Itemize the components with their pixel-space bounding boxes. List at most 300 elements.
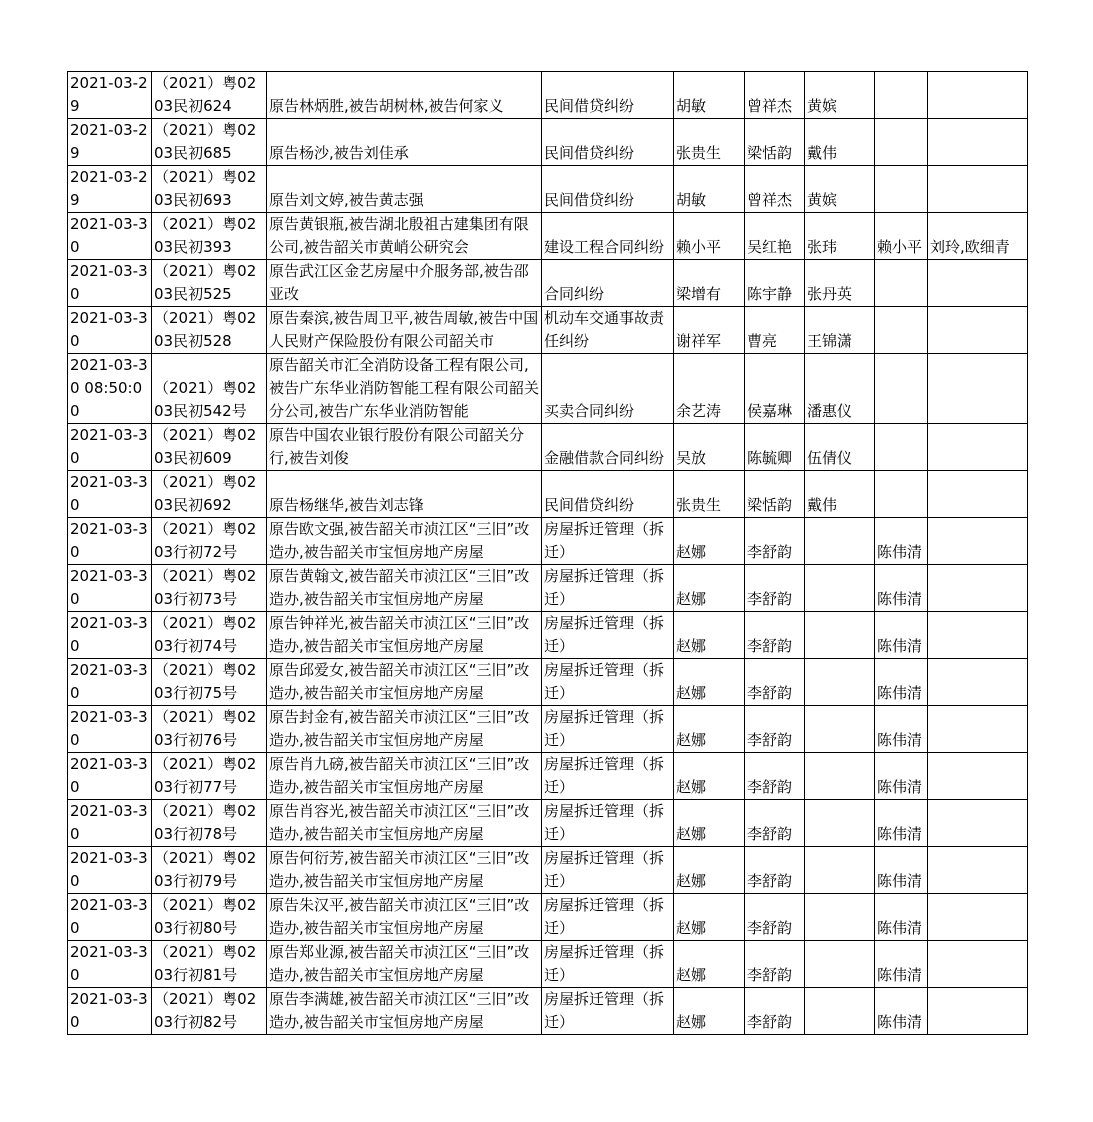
extra-juror-cell — [928, 753, 1028, 800]
judge-text: 赵娜 — [676, 637, 707, 655]
juror-text: 陈伟清 — [877, 825, 923, 843]
extra-juror-cell — [928, 988, 1028, 1035]
case-type-text: 房屋拆迁管理（拆迁） — [544, 943, 665, 984]
date-cell — [68, 72, 152, 119]
clerk-cell — [745, 565, 805, 612]
case-number-text: （2021）粤0203行初81号 — [154, 943, 257, 984]
parties-text: 原告肖容光,被告韶关市浈江区“三旧”改造办,被告韶关市宝恒房地产房屋 — [269, 802, 530, 843]
judge-text: 赵娜 — [676, 919, 707, 937]
case-number-cell — [152, 706, 267, 753]
juror-cell — [875, 612, 928, 659]
table-row — [68, 260, 1028, 307]
extra-juror-text: 刘玲,欧细青 — [930, 238, 1010, 256]
clerk-text: 李舒韵 — [747, 731, 793, 749]
parties-cell — [267, 518, 542, 565]
date-text: 2021-03-30 — [70, 802, 148, 843]
assistant-cell — [805, 659, 875, 706]
judge-text: 谢祥军 — [676, 332, 722, 350]
date-text: 2021-03-30 — [70, 943, 148, 984]
table-row — [68, 753, 1028, 800]
date-text: 2021-03-29 — [70, 74, 148, 115]
case-number-text: （2021）粤0203行初80号 — [154, 896, 257, 937]
date-cell — [68, 847, 152, 894]
extra-juror-cell — [928, 659, 1028, 706]
parties-cell — [267, 800, 542, 847]
table-row — [68, 988, 1028, 1035]
juror-cell — [875, 166, 928, 213]
juror-cell — [875, 800, 928, 847]
case-type-text: 房屋拆迁管理（拆迁） — [544, 802, 665, 843]
assistant-cell — [805, 518, 875, 565]
case-type-cell — [542, 518, 674, 565]
hearing-schedule-table — [67, 71, 1028, 1035]
judge-cell — [674, 706, 745, 753]
date-cell — [68, 941, 152, 988]
clerk-cell — [745, 941, 805, 988]
extra-juror-cell — [928, 941, 1028, 988]
date-cell — [68, 354, 152, 424]
case-type-cell — [542, 753, 674, 800]
judge-cell — [674, 659, 745, 706]
clerk-cell — [745, 166, 805, 213]
extra-juror-cell — [928, 166, 1028, 213]
case-type-cell — [542, 424, 674, 471]
case-type-cell — [542, 72, 674, 119]
judge-text: 赵娜 — [676, 966, 707, 984]
parties-text: 原告封金有,被告韶关市浈江区“三旧”改造办,被告韶关市宝恒房地产房屋 — [269, 708, 530, 749]
assistant-cell — [805, 424, 875, 471]
judge-cell — [674, 800, 745, 847]
clerk-text: 李舒韵 — [747, 919, 793, 937]
parties-cell — [267, 72, 542, 119]
assistant-cell — [805, 213, 875, 260]
extra-juror-cell — [928, 800, 1028, 847]
parties-text: 原告秦滨,被告周卫平,被告周敏,被告中国人民财产保险股份有限公司韶关市 — [269, 309, 539, 350]
parties-text: 原告李满雄,被告韶关市浈江区“三旧”改造办,被告韶关市宝恒房地产房屋 — [269, 990, 530, 1031]
extra-juror-cell — [928, 471, 1028, 518]
date-cell — [68, 988, 152, 1035]
date-text: 2021-03-30 — [70, 473, 148, 514]
clerk-cell — [745, 307, 805, 354]
assistant-text: 张玮 — [807, 238, 838, 256]
parties-cell — [267, 354, 542, 424]
assistant-text: 戴伟 — [807, 496, 838, 514]
date-cell — [68, 260, 152, 307]
judge-text: 梁增有 — [676, 285, 722, 303]
juror-text: 陈伟清 — [877, 919, 923, 937]
parties-cell — [267, 260, 542, 307]
case-type-text: 建设工程合同纠纷 — [544, 238, 665, 256]
table-row — [68, 941, 1028, 988]
date-text: 2021-03-30 — [70, 215, 148, 256]
clerk-text: 梁恬韵 — [747, 144, 793, 162]
judge-text: 张贵生 — [676, 144, 722, 162]
table-row — [68, 518, 1028, 565]
case-number-text: （2021）粤0203民初542号 — [154, 379, 257, 420]
case-type-cell — [542, 894, 674, 941]
judge-cell — [674, 72, 745, 119]
clerk-cell — [745, 260, 805, 307]
case-number-cell — [152, 307, 267, 354]
parties-text: 原告杨继华,被告刘志锋 — [269, 496, 424, 514]
case-number-text: （2021）粤0203行初77号 — [154, 755, 257, 796]
juror-text: 陈伟清 — [877, 1013, 923, 1031]
clerk-text: 李舒韵 — [747, 684, 793, 702]
clerk-cell — [745, 753, 805, 800]
judge-cell — [674, 424, 745, 471]
extra-juror-cell — [928, 307, 1028, 354]
date-cell — [68, 518, 152, 565]
judge-cell — [674, 847, 745, 894]
judge-cell — [674, 166, 745, 213]
judge-text: 赵娜 — [676, 1013, 707, 1031]
date-cell — [68, 307, 152, 354]
clerk-text: 陈宇静 — [747, 285, 793, 303]
juror-text: 陈伟清 — [877, 637, 923, 655]
table-row — [68, 800, 1028, 847]
date-cell — [68, 471, 152, 518]
judge-text: 张贵生 — [676, 496, 722, 514]
judge-text: 赵娜 — [676, 590, 707, 608]
date-text: 2021-03-30 — [70, 661, 148, 702]
table-row — [68, 471, 1028, 518]
clerk-cell — [745, 72, 805, 119]
table-row — [68, 213, 1028, 260]
case-number-cell — [152, 518, 267, 565]
assistant-cell — [805, 166, 875, 213]
assistant-text: 王锦潇 — [807, 332, 853, 350]
judge-text: 赵娜 — [676, 731, 707, 749]
parties-cell — [267, 424, 542, 471]
juror-cell — [875, 753, 928, 800]
parties-text: 原告武江区金艺房屋中介服务部,被告邵亚改 — [269, 262, 529, 303]
juror-cell — [875, 260, 928, 307]
date-cell — [68, 894, 152, 941]
judge-cell — [674, 518, 745, 565]
table-row — [68, 847, 1028, 894]
parties-text: 原告欧文强,被告韶关市浈江区“三旧”改造办,被告韶关市宝恒房地产房屋 — [269, 520, 530, 561]
clerk-cell — [745, 612, 805, 659]
date-cell — [68, 612, 152, 659]
juror-cell — [875, 565, 928, 612]
case-type-cell — [542, 213, 674, 260]
assistant-text: 潘惠仪 — [807, 402, 853, 420]
extra-juror-cell — [928, 354, 1028, 424]
parties-cell — [267, 166, 542, 213]
juror-cell — [875, 354, 928, 424]
date-text: 2021-03-30 08:50:00 — [70, 356, 148, 420]
clerk-cell — [745, 706, 805, 753]
clerk-cell — [745, 800, 805, 847]
juror-cell — [875, 72, 928, 119]
date-cell — [68, 800, 152, 847]
juror-cell — [875, 988, 928, 1035]
parties-text: 原告中国农业银行股份有限公司韶关分行,被告刘俊 — [269, 426, 525, 467]
case-number-text: （2021）粤0203行初76号 — [154, 708, 257, 749]
date-text: 2021-03-30 — [70, 567, 148, 608]
case-type-text: 买卖合同纠纷 — [544, 402, 635, 420]
judge-cell — [674, 941, 745, 988]
case-number-text: （2021）粤0203行初75号 — [154, 661, 257, 702]
date-text: 2021-03-30 — [70, 614, 148, 655]
table-row — [68, 424, 1028, 471]
case-type-text: 房屋拆迁管理（拆迁） — [544, 755, 665, 796]
juror-cell — [875, 894, 928, 941]
case-type-cell — [542, 612, 674, 659]
extra-juror-cell — [928, 260, 1028, 307]
assistant-cell — [805, 471, 875, 518]
clerk-cell — [745, 213, 805, 260]
clerk-text: 侯嘉琳 — [747, 402, 793, 420]
judge-cell — [674, 119, 745, 166]
clerk-cell — [745, 424, 805, 471]
date-text: 2021-03-30 — [70, 708, 148, 749]
assistant-cell — [805, 565, 875, 612]
case-number-cell — [152, 894, 267, 941]
date-text: 2021-03-30 — [70, 262, 148, 303]
clerk-text: 李舒韵 — [747, 637, 793, 655]
parties-cell — [267, 612, 542, 659]
extra-juror-cell — [928, 847, 1028, 894]
parties-cell — [267, 659, 542, 706]
judge-cell — [674, 307, 745, 354]
extra-juror-cell — [928, 213, 1028, 260]
juror-text: 陈伟清 — [877, 778, 923, 796]
date-text: 2021-03-30 — [70, 990, 148, 1031]
juror-cell — [875, 119, 928, 166]
table-row — [68, 72, 1028, 119]
parties-cell — [267, 706, 542, 753]
juror-text: 陈伟清 — [877, 684, 923, 702]
assistant-cell — [805, 847, 875, 894]
juror-text: 赖小平 — [877, 238, 923, 256]
judge-cell — [674, 988, 745, 1035]
case-type-text: 房屋拆迁管理（拆迁） — [544, 708, 665, 749]
juror-cell — [875, 307, 928, 354]
clerk-cell — [745, 988, 805, 1035]
parties-cell — [267, 847, 542, 894]
case-type-text: 合同纠纷 — [544, 285, 605, 303]
case-type-cell — [542, 941, 674, 988]
clerk-text: 李舒韵 — [747, 966, 793, 984]
juror-text: 陈伟清 — [877, 543, 923, 561]
table-row — [68, 706, 1028, 753]
clerk-cell — [745, 119, 805, 166]
clerk-text: 梁恬韵 — [747, 496, 793, 514]
clerk-cell — [745, 659, 805, 706]
assistant-cell — [805, 612, 875, 659]
parties-cell — [267, 941, 542, 988]
case-type-text: 房屋拆迁管理（拆迁） — [544, 896, 665, 937]
clerk-text: 曾祥杰 — [747, 191, 793, 209]
case-type-text: 房屋拆迁管理（拆迁） — [544, 567, 665, 608]
date-cell — [68, 659, 152, 706]
date-text: 2021-03-30 — [70, 849, 148, 890]
clerk-text: 李舒韵 — [747, 543, 793, 561]
case-type-cell — [542, 988, 674, 1035]
date-text: 2021-03-29 — [70, 121, 148, 162]
assistant-text: 伍倩仪 — [807, 449, 853, 467]
case-type-cell — [542, 847, 674, 894]
extra-juror-cell — [928, 518, 1028, 565]
juror-text: 陈伟清 — [877, 731, 923, 749]
assistant-cell — [805, 988, 875, 1035]
case-number-text: （2021）粤0203民初393 — [154, 215, 257, 256]
assistant-cell — [805, 260, 875, 307]
judge-cell — [674, 565, 745, 612]
case-type-text: 民间借贷纠纷 — [544, 496, 635, 514]
case-number-cell — [152, 988, 267, 1035]
table-row — [68, 119, 1028, 166]
date-text: 2021-03-30 — [70, 896, 148, 937]
case-number-cell — [152, 612, 267, 659]
judge-text: 赵娜 — [676, 684, 707, 702]
judge-text: 赵娜 — [676, 543, 707, 561]
case-type-cell — [542, 706, 674, 753]
parties-cell — [267, 119, 542, 166]
case-type-text: 金融借款合同纠纷 — [544, 449, 665, 467]
judge-text: 胡敏 — [676, 191, 707, 209]
judge-text: 赵娜 — [676, 825, 707, 843]
date-text: 2021-03-30 — [70, 309, 148, 350]
case-number-cell — [152, 166, 267, 213]
juror-cell — [875, 706, 928, 753]
parties-text: 原告黄翰文,被告韶关市浈江区“三旧”改造办,被告韶关市宝恒房地产房屋 — [269, 567, 530, 608]
parties-text: 原告刘文婷,被告黄志强 — [269, 191, 424, 209]
extra-juror-cell — [928, 424, 1028, 471]
case-number-text: （2021）粤0203民初685 — [154, 121, 257, 162]
table-body — [68, 72, 1028, 1035]
date-cell — [68, 753, 152, 800]
case-type-cell — [542, 260, 674, 307]
judge-text: 赵娜 — [676, 872, 707, 890]
judge-cell — [674, 894, 745, 941]
table-row — [68, 565, 1028, 612]
clerk-cell — [745, 847, 805, 894]
clerk-text: 陈毓卿 — [747, 449, 793, 467]
parties-text: 原告何衍芳,被告韶关市浈江区“三旧”改造办,被告韶关市宝恒房地产房屋 — [269, 849, 530, 890]
extra-juror-cell — [928, 72, 1028, 119]
parties-cell — [267, 471, 542, 518]
case-number-text: （2021）粤0203行初82号 — [154, 990, 257, 1031]
date-cell — [68, 213, 152, 260]
assistant-cell — [805, 706, 875, 753]
clerk-cell — [745, 354, 805, 424]
clerk-text: 李舒韵 — [747, 825, 793, 843]
assistant-text: 黄嫔 — [807, 97, 838, 115]
case-type-cell — [542, 307, 674, 354]
case-type-text: 民间借贷纠纷 — [544, 144, 635, 162]
assistant-cell — [805, 941, 875, 988]
date-text: 2021-03-30 — [70, 426, 148, 467]
judge-cell — [674, 213, 745, 260]
case-number-cell — [152, 847, 267, 894]
case-number-cell — [152, 424, 267, 471]
table-row — [68, 894, 1028, 941]
clerk-text: 吴红艳 — [747, 238, 793, 256]
case-number-cell — [152, 565, 267, 612]
case-type-cell — [542, 471, 674, 518]
case-number-text: （2021）粤0203行初79号 — [154, 849, 257, 890]
parties-text: 原告韶关市汇全消防设备工程有限公司,被告广东华业消防智能工程有限公司韶关分公司,被告广东华业消防智能 — [269, 356, 539, 420]
case-type-text: 房屋拆迁管理（拆迁） — [544, 990, 665, 1031]
case-number-text: （2021）粤0203行初73号 — [154, 567, 257, 608]
extra-juror-cell — [928, 612, 1028, 659]
case-number-cell — [152, 260, 267, 307]
juror-text: 陈伟清 — [877, 966, 923, 984]
judge-text: 吴放 — [676, 449, 707, 467]
case-number-cell — [152, 72, 267, 119]
case-type-cell — [542, 166, 674, 213]
case-number-text: （2021）粤0203行初78号 — [154, 802, 257, 843]
parties-text: 原告林炳胜,被告胡树林,被告何家义 — [269, 97, 504, 115]
judge-cell — [674, 612, 745, 659]
date-cell — [68, 565, 152, 612]
date-text: 2021-03-30 — [70, 755, 148, 796]
assistant-cell — [805, 119, 875, 166]
assistant-text: 张丹英 — [807, 285, 853, 303]
case-number-cell — [152, 800, 267, 847]
parties-text: 原告杨沙,被告刘佳承 — [269, 144, 409, 162]
case-type-text: 房屋拆迁管理（拆迁） — [544, 520, 665, 561]
case-number-cell — [152, 941, 267, 988]
clerk-text: 曾祥杰 — [747, 97, 793, 115]
case-number-text: （2021）粤0203民初609 — [154, 426, 257, 467]
extra-juror-cell — [928, 706, 1028, 753]
case-type-text: 民间借贷纠纷 — [544, 191, 635, 209]
extra-juror-cell — [928, 894, 1028, 941]
juror-text: 陈伟清 — [877, 872, 923, 890]
date-cell — [68, 706, 152, 753]
parties-text: 原告朱汉平,被告韶关市浈江区“三旧”改造办,被告韶关市宝恒房地产房屋 — [269, 896, 530, 937]
table-row — [68, 307, 1028, 354]
assistant-cell — [805, 354, 875, 424]
clerk-text: 李舒韵 — [747, 778, 793, 796]
clerk-cell — [745, 471, 805, 518]
juror-cell — [875, 471, 928, 518]
assistant-text: 黄嫔 — [807, 191, 838, 209]
parties-cell — [267, 213, 542, 260]
juror-cell — [875, 424, 928, 471]
assistant-cell — [805, 72, 875, 119]
clerk-cell — [745, 518, 805, 565]
judge-cell — [674, 753, 745, 800]
case-number-text: （2021）粤0203民初525 — [154, 262, 257, 303]
assistant-cell — [805, 800, 875, 847]
date-text: 2021-03-29 — [70, 168, 148, 209]
case-number-cell — [152, 119, 267, 166]
case-type-text: 机动车交通事故责任纠纷 — [544, 309, 665, 350]
parties-text: 原告肖九磅,被告韶关市浈江区“三旧”改造办,被告韶关市宝恒房地产房屋 — [269, 755, 530, 796]
date-text: 2021-03-30 — [70, 520, 148, 561]
juror-cell — [875, 213, 928, 260]
parties-text: 原告郑业源,被告韶关市浈江区“三旧”改造办,被告韶关市宝恒房地产房屋 — [269, 943, 530, 984]
clerk-text: 李舒韵 — [747, 1013, 793, 1031]
juror-text: 陈伟清 — [877, 590, 923, 608]
parties-cell — [267, 988, 542, 1035]
case-type-text: 民间借贷纠纷 — [544, 97, 635, 115]
date-cell — [68, 166, 152, 213]
table-row — [68, 166, 1028, 213]
case-number-cell — [152, 213, 267, 260]
case-type-cell — [542, 800, 674, 847]
assistant-cell — [805, 753, 875, 800]
parties-cell — [267, 307, 542, 354]
judge-cell — [674, 260, 745, 307]
judge-text: 赖小平 — [676, 238, 722, 256]
case-number-cell — [152, 753, 267, 800]
juror-cell — [875, 941, 928, 988]
